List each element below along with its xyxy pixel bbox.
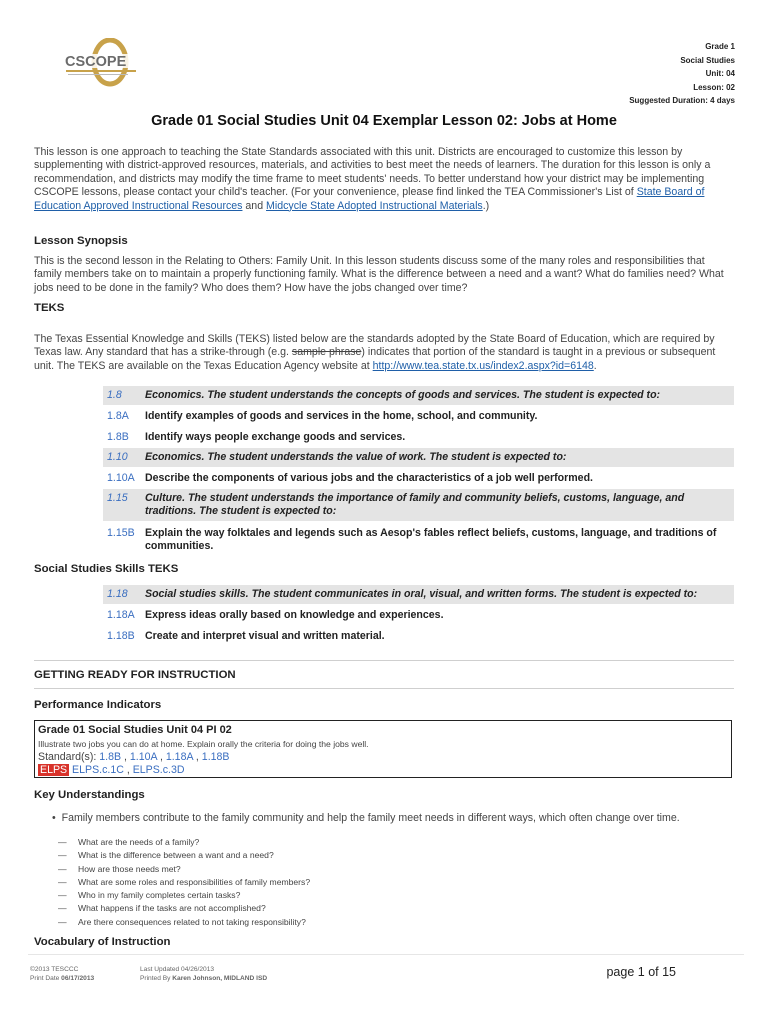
teks-row — [103, 627, 734, 646]
meta-grade: Grade 1 — [705, 42, 735, 51]
teks-row — [103, 606, 734, 625]
teks-row — [103, 386, 734, 405]
lesson-meta — [629, 40, 735, 108]
teks-strike-sample: sample phrase — [291, 346, 362, 359]
list-item — [58, 836, 310, 849]
performance-heading: Performance Indicators — [34, 699, 162, 711]
question-text: How are those needs met? — [78, 863, 181, 874]
dash-icon: — — [58, 903, 67, 914]
teks-text: Identify examples of goods and services in the home, school, and community. — [145, 410, 538, 422]
page-number: page 1 of 15 — [606, 965, 676, 979]
teks-text: Identify ways people exchange goods and services. — [145, 431, 406, 443]
standard-link[interactable]: 1.8B — [99, 751, 122, 763]
pi-elps: ELPS ELPS.c.1C , ELPS.c.3D — [40, 764, 185, 776]
question-text: Who in my family completes certain tasks? — [78, 890, 241, 901]
teks-row — [103, 489, 734, 521]
list-item — [58, 889, 310, 902]
copyright: ©2013 TESCCC — [30, 966, 79, 973]
teks-intro — [34, 333, 734, 373]
cscope-logo — [62, 38, 146, 90]
teks-text: Economics. The student understands the concepts of goods and services. The student is expected to: — [145, 389, 661, 401]
elps-link[interactable]: ELPS.c.1C — [72, 764, 124, 776]
dash-icon: — — [58, 837, 67, 847]
teks-text: Culture. The student understands the importance of family and community beliefs, customs, language, and traditions. The student is expected to: — [145, 492, 685, 517]
pi-description: Illustrate two jobs you can do at home. Explain orally the criteria for doing the jobs well. — [38, 739, 369, 749]
teks-row — [103, 448, 734, 467]
print-date — [30, 975, 94, 984]
last-updated: Last Updated 04/26/2013 — [140, 966, 215, 973]
intro-text: This lesson is one approach to teaching the State Standards associated with this unit. Districts are encouraged to customize this lesson by supplementing with district-approved resources, materials, and activities to best meet the needs of learners. The duration for this lesson is only a recommendation, and districts may modify the time frame to meet students' needs. To better understand how your district may be implementing CSCOPE lessons, please contact your child's teacher. (For your convenience, please find linked the TEA Commissioner's List of — [34, 146, 711, 199]
teks-code[interactable]: 1.15B — [107, 527, 135, 539]
teks-code[interactable]: 1.8 — [107, 389, 122, 401]
elps-badge: ELPS — [40, 764, 68, 776]
teks-text: Economics. The student understands the value of work. The student is expected to: — [145, 451, 567, 463]
teks-row — [103, 469, 734, 488]
teks-code[interactable]: 1.8B — [107, 431, 129, 443]
teks-text: Describe the components of various jobs and the characteristics of a job well performed. — [145, 472, 593, 484]
meta-unit: Unit: 04 — [705, 69, 735, 79]
logo-icon — [62, 38, 146, 90]
teks-intro-c: . — [593, 359, 597, 372]
teks-code[interactable]: 1.8A — [107, 410, 129, 422]
standard-link[interactable]: 1.18A — [165, 751, 193, 763]
elps-link[interactable]: ELPS.c.3D — [132, 764, 185, 776]
teks-code[interactable]: 1.15 — [107, 492, 128, 504]
teks-code[interactable]: 1.18A — [107, 609, 135, 621]
intro-paragraph — [34, 146, 734, 213]
print-date-value: 06/17/2013 — [61, 974, 95, 982]
question-text: What happens if the tasks are not accomplished? — [78, 903, 266, 914]
list-item — [58, 916, 310, 929]
getting-ready-heading: GETTING READY FOR INSTRUCTION — [34, 669, 236, 681]
teks-row — [103, 428, 734, 447]
list-item — [58, 902, 310, 915]
teks-text: Create and interpret visual and written material. — [145, 630, 385, 642]
teks-text: Social studies skills. The student communicates in oral, visual, and written forms. The student is expected to: — [145, 588, 698, 600]
question-text: What are the needs of a family? — [78, 837, 200, 847]
bullet-text: Family members contribute to the family community and help the family meet needs in different ways, which often change over time. — [61, 812, 680, 824]
printed-by — [140, 975, 267, 984]
meta-subject: Social Studies — [680, 55, 735, 65]
teks-text: Express ideas orally based on knowledge and experiences. — [145, 609, 444, 621]
teks-code[interactable]: 1.18B — [107, 630, 135, 642]
page-title: Grade 01 Social Studies Unit 04 Exemplar Lesson 02: Jobs at Home — [151, 113, 617, 129]
standards-label: Standard(s): — [38, 751, 100, 763]
question-text: Are there consequences related to not taking responsibility? — [78, 916, 306, 927]
divider — [34, 660, 734, 661]
tea-website-link[interactable]: http://www.tea.state.tx.us/index2.aspx?id=6148 — [372, 359, 594, 372]
teks-row — [103, 524, 734, 556]
synopsis-heading: Lesson Synopsis — [34, 235, 128, 247]
pi-standards: Standard(s): 1.8B , 1.10A , 1.18A , 1.18B — [38, 751, 230, 763]
printed-by-label: Printed By — [140, 974, 173, 982]
guiding-questions — [58, 836, 310, 929]
vocabulary-heading: Vocabulary of Instruction — [34, 936, 171, 948]
dash-icon: — — [58, 876, 67, 887]
teks-row — [103, 585, 734, 604]
midcycle-materials-link[interactable]: Midcycle State Adopted Instructional Materials — [266, 199, 483, 212]
pi-title: Grade 01 Social Studies Unit 04 PI 02 — [38, 724, 232, 736]
bullet-icon: • — [52, 812, 62, 824]
teks-code[interactable]: 1.10 — [107, 451, 128, 463]
list-item — [58, 863, 310, 876]
standard-link[interactable]: 1.10A — [129, 751, 157, 763]
intro-end: .) — [482, 199, 490, 212]
approved-resources-link[interactable]: State Board of Education Approved Instructional Resources — [34, 186, 705, 212]
list-item — [58, 876, 310, 889]
footer-middle — [140, 966, 267, 983]
dash-icon: — — [58, 916, 67, 927]
list-item — [58, 849, 310, 862]
question-text: What are some roles and responsibilities of family members? — [78, 876, 311, 887]
skills-heading: Social Studies Skills TEKS — [34, 563, 179, 575]
meta-lesson: Lesson: 02 — [693, 82, 735, 92]
key-understandings-heading: Key Understandings — [34, 789, 145, 801]
dash-icon: — — [58, 890, 67, 901]
teks-intro-a: The Texas Essential Knowledge and Skills (TEKS) listed below are the standards adopted by the State Board of Education, which are required by Texas law. Any standard that has a strike-through (e.g. — [34, 333, 715, 359]
dash-icon: — — [58, 863, 67, 874]
dash-icon: — — [58, 850, 67, 861]
teks-intro-b: ) indicates that portion of the standard is taught in a previous or subsequent unit. The TEKS are available on the Texas Education Agency website at — [34, 346, 716, 372]
teks-code[interactable]: 1.10A — [107, 472, 135, 484]
teks-text: Explain the way folktales and legends such as Aesop's fables reflect beliefs, customs, language, and traditions of communities. — [145, 527, 717, 552]
printed-by-value: Karen Johnson, MIDLAND ISD — [172, 974, 268, 982]
synopsis-text: This is the second lesson in the Relating to Others: Family Unit. In this lesson students discuss some of the many roles and responsibilities that family members take on to maintain a properly functioning family. What is the difference between a need and a want? What do families need? What jobs need to be done in the family? Who does them? How have the jobs changed over time? — [34, 255, 724, 294]
footer-left — [30, 966, 94, 983]
print-label: Print Date — [30, 974, 62, 982]
standard-link[interactable]: 1.18B — [201, 751, 230, 763]
intro-and: and — [242, 199, 267, 212]
meta-duration: Suggested Duration: 4 days — [629, 96, 735, 106]
key-understanding-bullet — [52, 812, 680, 824]
teks-row — [103, 407, 734, 426]
teks-code[interactable]: 1.18 — [107, 588, 128, 600]
teks-heading: TEKS — [34, 302, 65, 314]
divider — [34, 688, 734, 689]
svg-text:CSCOPE: CSCOPE — [65, 54, 127, 70]
question-text: What is the difference between a want and a need? — [78, 850, 274, 861]
